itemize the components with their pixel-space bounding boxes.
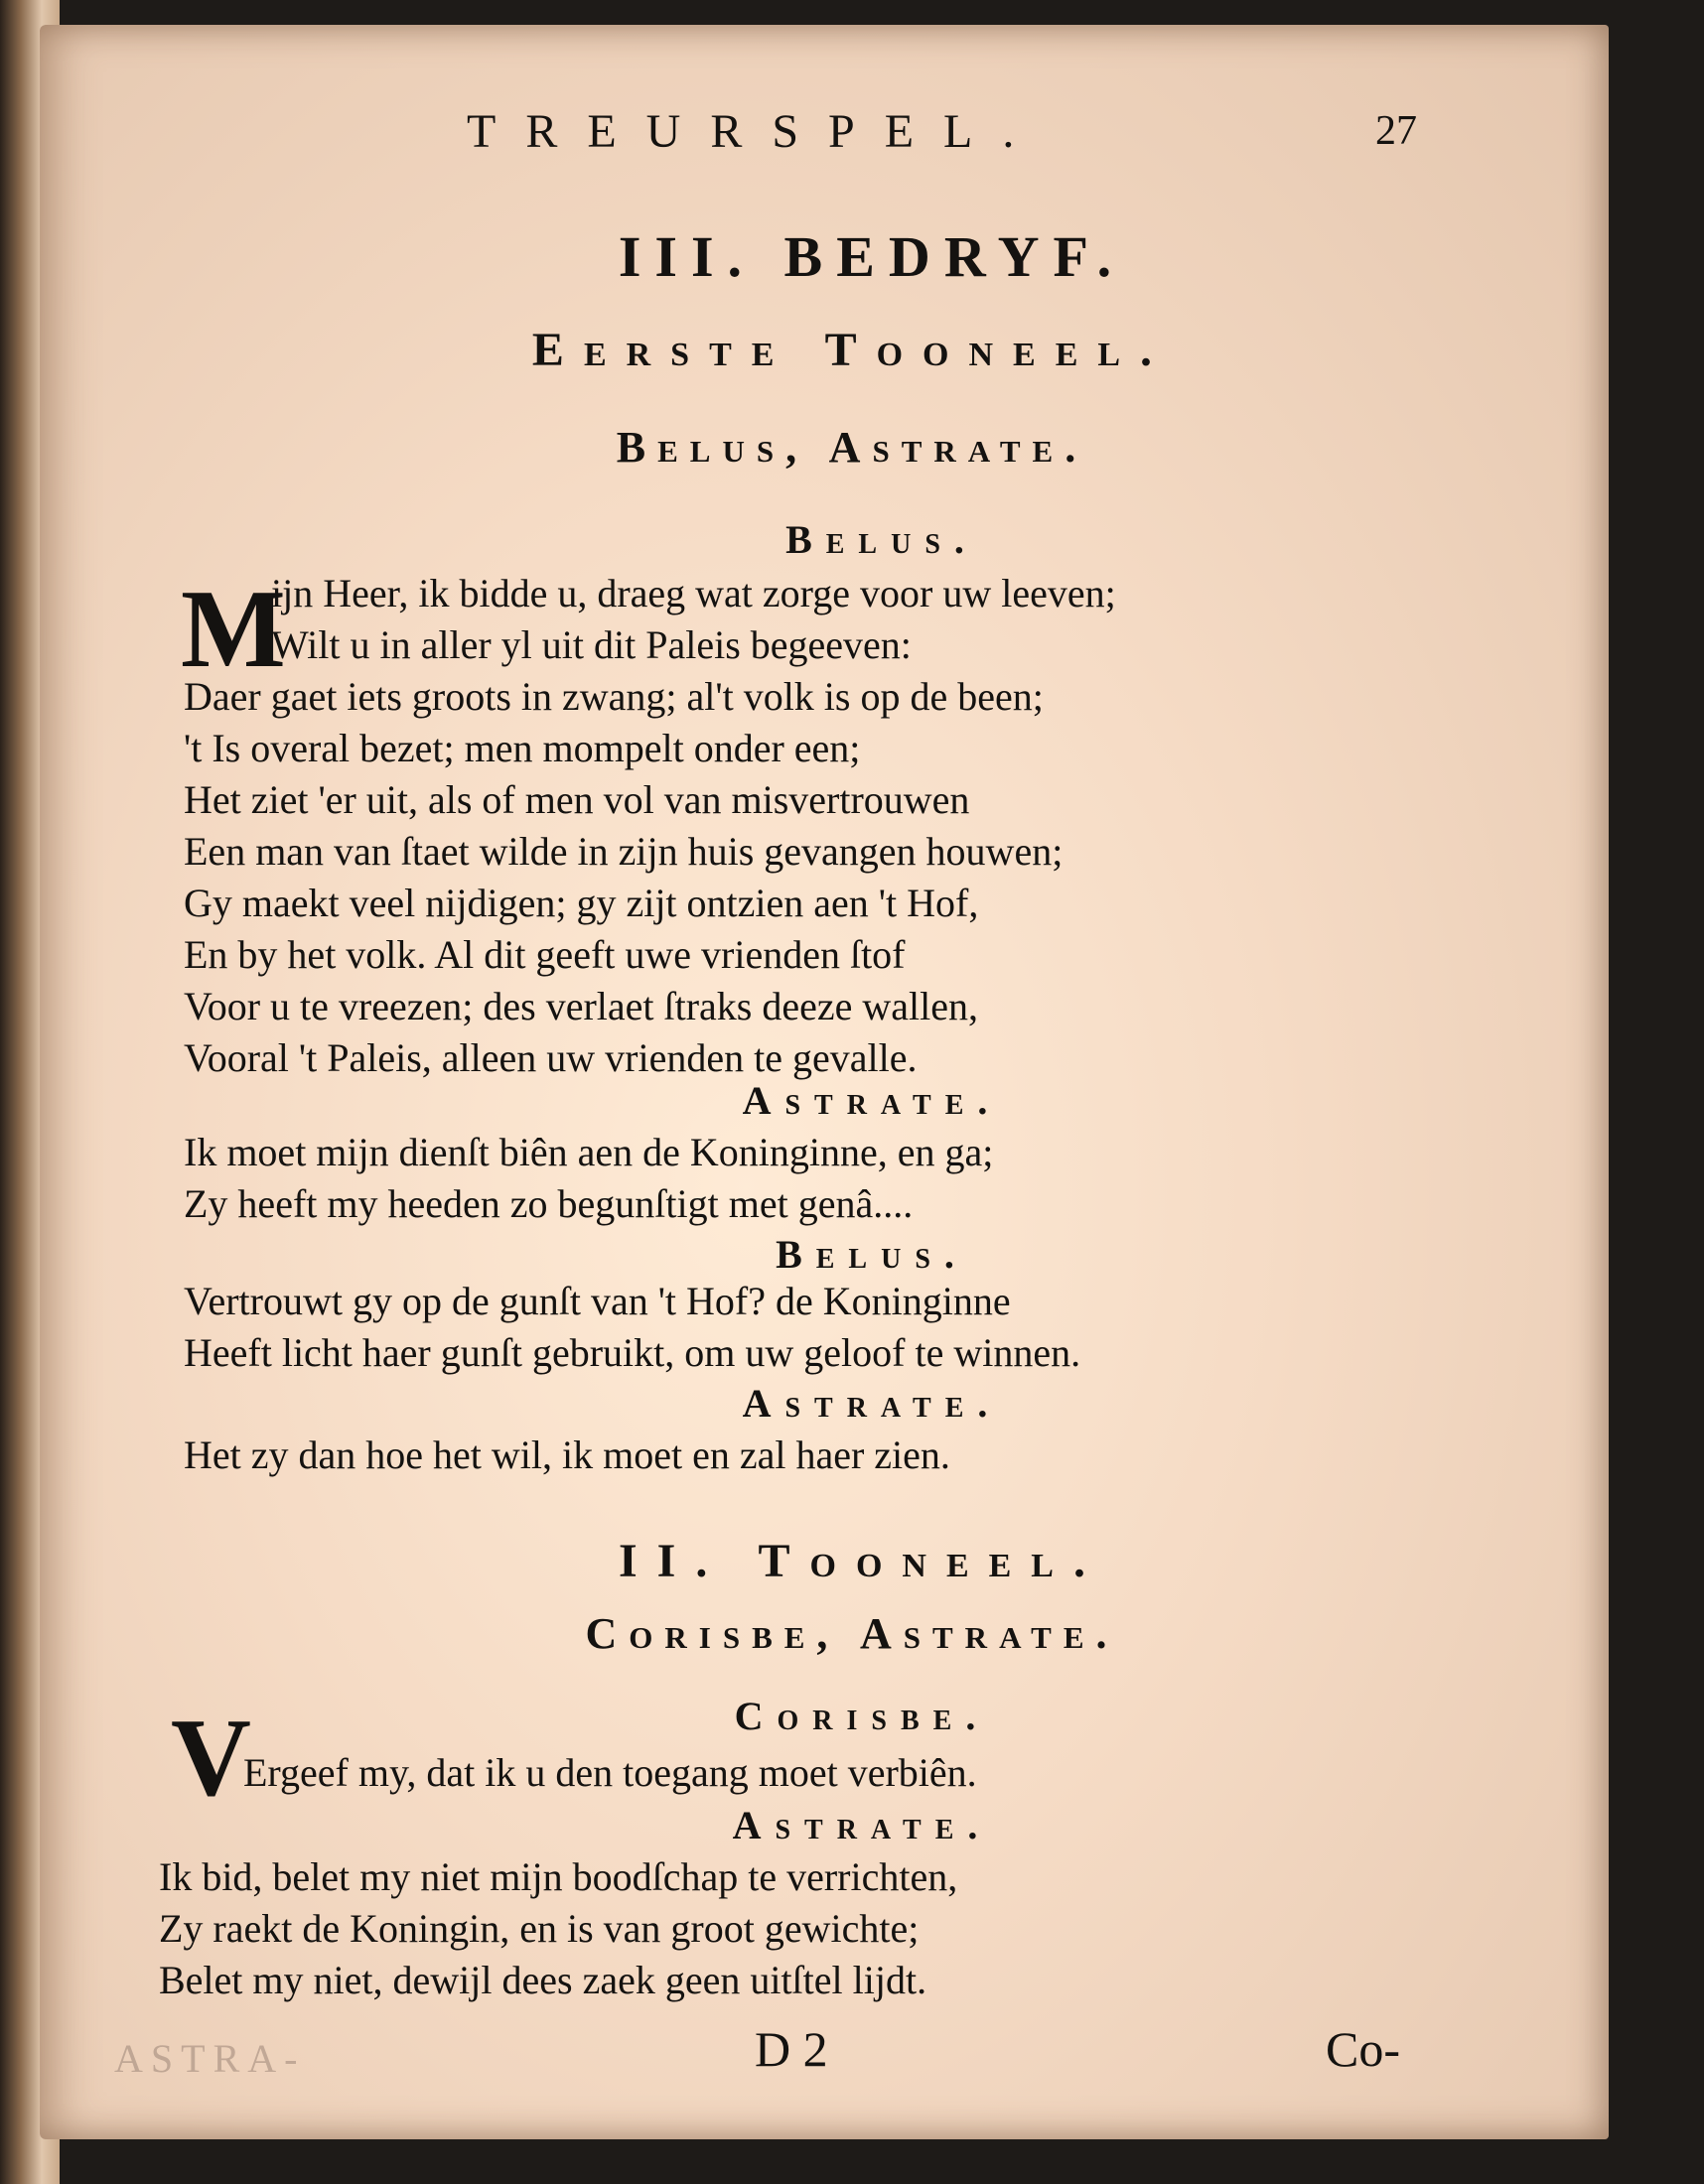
verse-line: Daer gaet iets groots in zwang; al't volk is op de been; — [184, 674, 1044, 719]
running-head: TREURSPEL. — [467, 105, 1045, 158]
scene-1-lines-belus — [184, 568, 1116, 1084]
scene-1-lines-astrate — [184, 1127, 993, 1230]
scene-1-lines-astrate-2 — [184, 1430, 950, 1481]
verse-line: Heeft licht haer gunſt gebruikt, om uw geloof te winnen. — [184, 1330, 1081, 1375]
verse-line: Wilt u in aller yl uit dit Paleis begeeven: — [271, 622, 912, 667]
scene-2-lines-corisbe — [184, 1747, 977, 1799]
ghost-catchword: ASTRA- — [114, 2036, 306, 2081]
scene-1-lines-belus-2 — [184, 1276, 1080, 1379]
verse-line: Zy heeft my heeden zo begunſtigt met genâ.... — [184, 1181, 914, 1226]
drop-cap-m: M — [181, 568, 286, 691]
verse-line: Een man van ſtaet wilde in zijn huis gevangen houwen; — [184, 829, 1064, 874]
verse-line: Vooral 't Paleis, alleen uw vrienden te gevalle. — [184, 1035, 918, 1080]
verse-line: Voor u te vreezen; des verlaet ſtraks deeze wallen, — [184, 984, 978, 1028]
scene-1-title: Eerste Tooneel. — [531, 324, 1173, 376]
verse-line: Het zy dan hoe het wil, ik moet en zal haer zien. — [184, 1433, 950, 1477]
verse-line: Gy maekt veel nijdigen; gy zijt ontzien aen 't Hof, — [184, 881, 979, 925]
scene-1-speaker-belus-2: Belus. — [776, 1232, 968, 1277]
scene-2-speaker-corisbe: Corisbe. — [734, 1694, 990, 1738]
scene-2-cast: Corisbe, Astrate. — [585, 1609, 1119, 1658]
drop-cap-v: V — [171, 1697, 251, 1820]
scene-1-speaker-astrate: Astrate. — [742, 1078, 1002, 1123]
scene-1-speaker-belus: Belus. — [785, 517, 978, 562]
verse-line: Zy raekt de Koningin, en is van groot gewichte; — [159, 1906, 920, 1951]
verse-line: Belet my niet, dewijl dees zaek geen uitſtel lijdt. — [159, 1958, 927, 2002]
verse-line: Het ziet 'er uit, als of men vol van misvertrouwen — [184, 777, 970, 822]
scene-1-cast: Belus, Astrate. — [616, 423, 1088, 472]
verse-line: Ergeef my, dat ik u den toegang moet verbiên. — [243, 1750, 977, 1795]
page-number: 27 — [1375, 108, 1417, 154]
scene-2-lines-astrate — [159, 1851, 957, 2006]
scene-2-speaker-astrate: Astrate. — [732, 1803, 992, 1847]
verse-line: Vertrouwt gy op de gunſt van 't Hof? de Koninginne — [184, 1279, 1011, 1323]
signature-mark: D 2 — [755, 2021, 828, 2077]
verse-line: En by het volk. Al dit geeft uwe vrienden ſtof — [184, 932, 906, 977]
catchword: Co- — [1326, 2021, 1400, 2077]
verse-line: 't Is overal bezet; men mompelt onder een; — [184, 726, 861, 770]
act-title: III. BEDRYF. — [618, 224, 1126, 289]
scene-2-title: II. Tooneel. — [619, 1535, 1105, 1587]
verse-line: Ik bid, belet my niet mijn boodſchap te verrichten, — [159, 1854, 958, 1899]
scene-1-speaker-astrate-2: Astrate. — [742, 1381, 1002, 1426]
verse-line: Ik moet mijn dienſt biên aen de Koninginne, en ga; — [184, 1130, 994, 1174]
verse-line: ijn Heer, ik bidde u, draeg wat zorge voor uw leeven; — [271, 571, 1116, 615]
